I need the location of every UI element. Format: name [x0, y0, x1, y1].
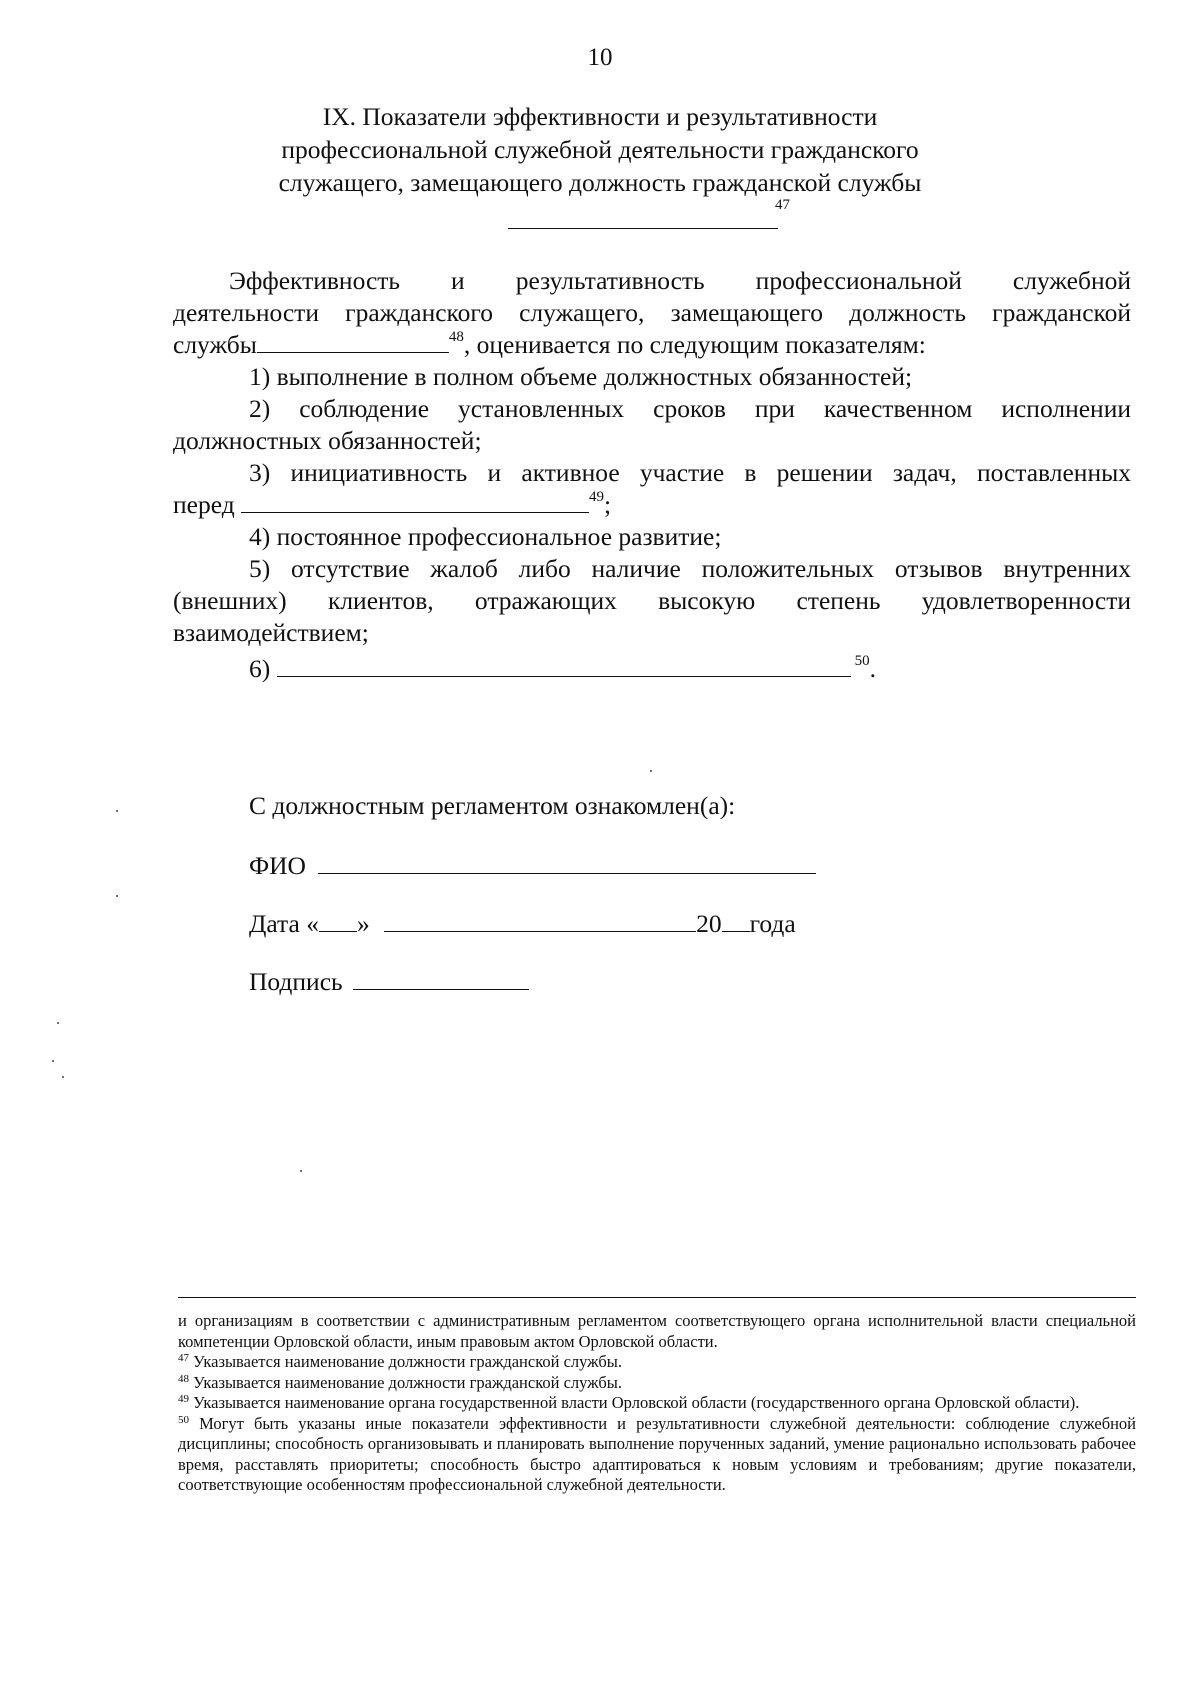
footnote-47: [178, 1352, 1136, 1373]
item-3-line-2-start: перед: [173, 490, 235, 519]
heading-line-2: профессиональной служебной деятельности гражданского: [281, 135, 919, 164]
fio-row: [249, 850, 816, 882]
item-3-organ-blank: [241, 492, 589, 513]
footnote-48-number: 48: [178, 1372, 189, 1385]
footnote-ref-50: 50: [854, 653, 870, 669]
acknowledgement-title: С должностным регламентом ознакомлен(а):: [249, 791, 736, 820]
footnote-47-text: Указывается наименование должности гражданской службы.: [189, 1352, 622, 1371]
scan-speck: [116, 895, 118, 897]
intro-line-3: [173, 330, 1131, 360]
footnote-ref-48: 48: [448, 329, 464, 345]
signature-label: Подпись: [249, 967, 343, 996]
section-heading: [230, 100, 970, 199]
footnote-49-text: Указывается наименование органа государственной власти Орловской области (государственного органа Орловской области).: [189, 1393, 1080, 1412]
scan-speck: [300, 1170, 302, 1172]
date-year-prefix: 20: [696, 909, 722, 938]
page-number: 10: [587, 44, 613, 71]
scan-speck: [52, 1060, 54, 1062]
date-row: [249, 908, 796, 940]
heading-position-blank: [508, 228, 778, 229]
footnote-48-text: Указывается наименование должности гражданской службы.: [189, 1372, 622, 1392]
footnote-49: [178, 1393, 1136, 1414]
footnote-ref-49: 49: [589, 489, 605, 505]
intro-line-2: деятельности гражданского служащего, замещающего должность гражданской: [173, 298, 1131, 327]
footnote-ref-47: 47: [775, 197, 790, 213]
footnote-48: [178, 1373, 1136, 1394]
footnote-50: [178, 1414, 1136, 1496]
footnote-continuation: и организациям в соответствии с административным регламентом соответствующего органа исполнительной власти специальной компетенции Орловской области, иным правовым актом Орловской области.: [178, 1311, 1136, 1351]
date-quote-close: »: [356, 909, 370, 938]
intro-line-3-start: службы: [173, 330, 257, 359]
item-3-line-2: [173, 490, 1131, 520]
scan-speck: [57, 1022, 59, 1024]
item-3-line-1: 3) инициативность и активное участие в решении задач, поставленных: [249, 458, 1131, 487]
heading-line-3: служащего, замещающего должность гражданской службы: [278, 168, 922, 197]
intro-line-3-end: , оценивается по следующим показателям:: [463, 330, 926, 359]
item-6-label: 6): [249, 654, 271, 683]
item-5-line-3: взаимодействием;: [173, 618, 369, 647]
date-year-field[interactable]: [722, 911, 750, 932]
item-4: 4) постоянное профессиональное развитие;: [249, 522, 722, 551]
footnote-separator: [178, 1297, 1136, 1298]
item-5-line-2: (внешних) клиентов, отражающих высокую степень удовлетворенности: [173, 586, 1131, 615]
item-1: 1) выполнение в полном объеме должностных обязанностей;: [249, 362, 913, 391]
scan-speck: [650, 770, 652, 772]
date-label: Дата «: [249, 909, 319, 938]
item-6-end: .: [869, 654, 876, 683]
item-3-line-2-end: ;: [604, 490, 612, 519]
date-year-suffix: года: [749, 909, 796, 938]
scan-speck: [116, 810, 118, 812]
fio-label: ФИО: [249, 851, 306, 880]
footnotes: [178, 1311, 1136, 1496]
intro-line-1: Эффективность и результативность профессиональной служебной: [229, 266, 1131, 295]
footnote-50-number: 50: [178, 1413, 189, 1426]
footnote-50-text: Могут быть указаны иные показатели эффективности и результативности служебной деятельности: соблюдение служебной дисциплины; способность организовывать и планировать выполнение порученных заданий, умение рационально использовать рабочее время, расставлять приоритеты; способность быстро адаптироваться к новым условиям и требованиям; другие показатели, соответствующие особенностям профессиональной служебной деятельности.: [178, 1413, 1136, 1494]
signature-row: [249, 966, 529, 998]
heading-line-1: IX. Показатели эффективности и результативности: [322, 102, 878, 131]
date-month-field[interactable]: [384, 911, 696, 932]
item-6: [173, 654, 1200, 684]
item-2-line-2: должностных обязанностей;: [173, 426, 482, 455]
footnote-47-number: 47: [178, 1352, 189, 1364]
intro-position-blank: [257, 332, 449, 353]
footnote-49-number: 49: [178, 1393, 189, 1405]
item-6-blank: [277, 656, 851, 677]
item-5-line-1: 5) отсутствие жалоб либо наличие положительных отзывов внутренних: [249, 554, 1131, 583]
fio-field[interactable]: [318, 853, 816, 874]
scan-speck: [62, 1076, 64, 1078]
signature-field[interactable]: [353, 969, 529, 990]
item-2-line-1: 2) соблюдение установленных сроков при качественном исполнении: [249, 394, 1131, 423]
date-day-field[interactable]: [319, 911, 357, 932]
